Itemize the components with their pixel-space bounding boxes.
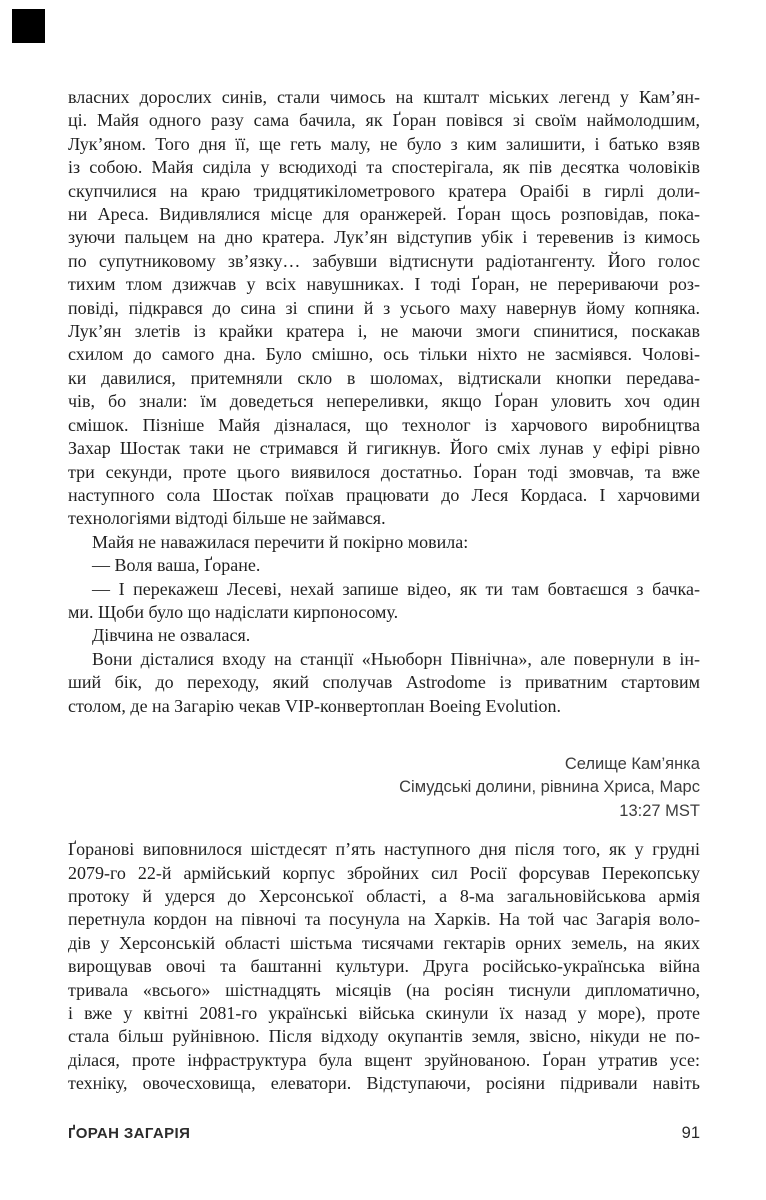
text-line: Захар Шостак таки не стримався й гигикнув. Його сміх лунав у ефірі рівно — [68, 438, 700, 459]
page-footer — [68, 1124, 700, 1143]
text-line: тихим тлом дзижчав у всіх навушниках. І тоді Ґоран, не перериваючи роз- — [68, 274, 700, 295]
scene-dateline — [68, 753, 700, 823]
text-line: ший бік, до переходу, який сполучав Astrodome із приватним стартовим — [68, 672, 700, 693]
text-line: смішок. Пізніше Майя дізналася, що технолог із харчового виробництва — [68, 414, 700, 435]
text-line: ми. Щоби було що надіслати кирпоносому. — [68, 601, 399, 622]
text-line: столом, де на Загарію чекав VIP-конвертоплан Boeing Evolution. — [68, 695, 561, 716]
text-line: ці. Майя одного разу сама бачила, як Ґоран повівся зі своїм наймолодшим, — [68, 110, 700, 131]
text-line: протоку й удерся до Херсонської області, а 8-ма загальновійськова армія — [68, 886, 700, 906]
dialogue-line — [68, 578, 700, 625]
text-line: чів, бо знали: їм доведеться непереливки, якщо Ґоран уловить хоч один — [68, 391, 700, 412]
text-line: стала більш руйнівною. Після відходу окупантів земля, звісно, нікуди не по- — [68, 1026, 700, 1047]
text-line: технологіями відтоді більше не займався. — [68, 508, 386, 529]
text-line: зуючи пальцем на дно кратера. Лук’ян відступив убік і теревенив із кимось — [68, 227, 700, 248]
text-line: Ґоранові виповнилося шістдесят п’ять наступного дня після того, як у грудні — [68, 839, 700, 860]
text-line: ділася, проте інфраструктура була вщент зруйнованою. Ґоран утратив усе: — [68, 1049, 700, 1070]
text-line: повіді, підкрався до сина зі спини й з усього маху навернув йому копняка. — [68, 297, 700, 318]
text-line: ки давилися, притемняли скло в шоломах, відтискали кнопки передава- — [68, 367, 700, 388]
dateline-region: Сімудські долини, рівнина Хриса, Марс — [399, 778, 700, 797]
dateline-place: Селище Кам’янка — [564, 754, 700, 773]
paragraph — [68, 624, 700, 647]
text-line: наступного сола Шостак поїхав працювати до Леся Кордаса. І харчовими — [68, 484, 700, 505]
text-line: Лук’яном. Того дня її, ще геть малу, не було з ким залишити, і батько взяв — [68, 133, 700, 154]
paragraph-new-scene — [68, 838, 700, 1095]
paragraph — [68, 531, 700, 554]
text-line: тривала «всього» шістнадцять місяців (на росіян тиснули дипломатично, — [68, 979, 700, 1000]
page-number: 91 — [681, 1124, 700, 1142]
dialogue-line — [68, 554, 700, 577]
text-line: ни Ареса. Видивлялися місце для оранжерей. Ґоран щось розповідав, пока- — [68, 204, 700, 225]
corner-mark — [12, 9, 45, 43]
text-line: Вони дісталися входу на станції «Ньюборн Північна», але повернули в ін- — [92, 648, 700, 669]
text-line: схилом до самого дна. Було смішно, ось тільки ніхто не засміявся. Чолові- — [68, 344, 700, 365]
text-line: Дівчина не озвалася. — [92, 625, 251, 646]
text-line: перетнула кордон на півночі та посунула на Харків. На той час Загарія воло- — [68, 909, 700, 930]
text-line: 2079-го 22-й армійський корпус збройних сил Росії форсував Перекопську — [68, 862, 700, 883]
text-line: власних дорослих синів, стали чимось на кшталт міських легенд у Кам’ян- — [68, 87, 700, 107]
text-line: — І перекажеш Лесеві, нехай запише відео, як ти там бовтаєшся з бачка- — [92, 578, 700, 599]
text-line: Лук’ян злетів із крайки кратера і, не маючи змоги спинитися, поскакав — [68, 321, 700, 342]
page-content — [68, 86, 700, 1096]
text-line: дів у Херсонській області шістьма тисячами гектарів орних земель, на яких — [68, 932, 700, 953]
text-line: і вже у квітні 2081-го українські війська скинули їх назад у море), проте — [68, 1003, 700, 1024]
text-line: — Воля ваша, Ґоране. — [92, 555, 261, 576]
text-line: техніку, овочесховища, елеватори. Відступаючи, росіяни підривали навіть — [68, 1073, 700, 1094]
dateline-time: 13:27 MST — [619, 801, 700, 820]
paragraph — [68, 648, 700, 718]
text-line: Майя не наважилася перечити й покірно мовила: — [92, 531, 469, 552]
text-line: із собою. Майя сиділа у всюдиході та спостерігала, як пів десятка чоловіків — [68, 157, 700, 178]
text-line: скупчилися на краю тридцятикілометрового кратера Ораібі в гирлі доли- — [68, 180, 700, 201]
paragraph-continuation — [68, 86, 700, 531]
text-line: вирощував овочі та баштанні культури. Друга російсько-українська війна — [68, 956, 700, 977]
text-line: по супутниковому зв’язку… забувши відтиснути радіотангенту. Його голос — [68, 250, 700, 271]
running-title: ҐОРАН ЗАГАРІЯ — [68, 1125, 191, 1142]
text-line: три секунди, проте цього виявилося достатньо. Ґоран тоді змовчав, та вже — [68, 461, 700, 482]
